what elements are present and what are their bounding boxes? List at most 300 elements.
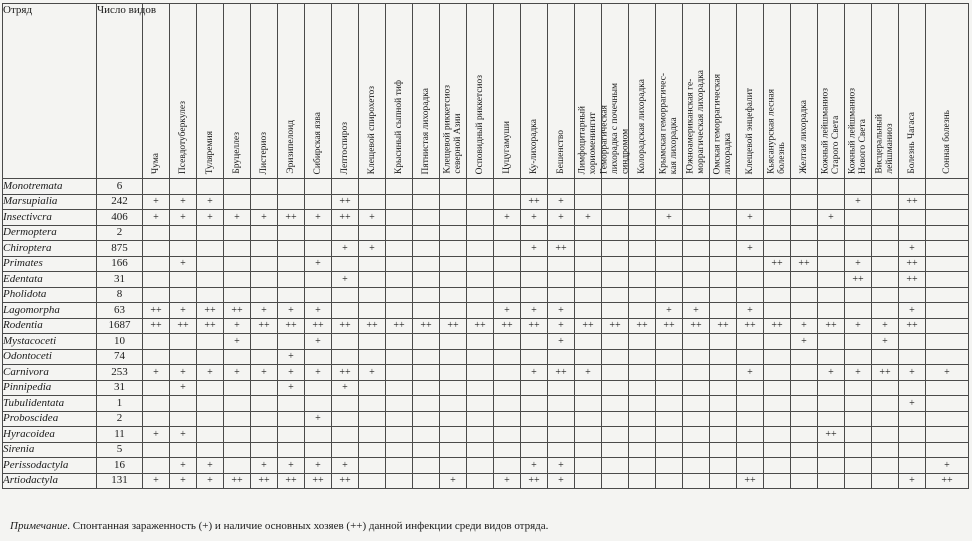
infection-mark-cell <box>764 225 791 241</box>
infection-mark-cell <box>440 287 467 303</box>
infection-mark-cell: ++ <box>872 365 899 381</box>
infection-mark-cell <box>764 365 791 381</box>
infection-mark-cell: + <box>197 210 224 226</box>
species-count-cell: 11 <box>97 427 143 443</box>
infection-mark-cell: + <box>926 365 969 381</box>
infection-mark-cell: + <box>818 210 845 226</box>
infection-mark-cell <box>332 396 359 412</box>
infection-mark-cell: + <box>845 365 872 381</box>
infection-mark-cell <box>575 241 602 257</box>
infection-mark-cell <box>413 194 440 210</box>
infection-mark-cell <box>521 349 548 365</box>
column-header-disease <box>656 4 683 179</box>
infection-mark-cell: ++ <box>278 473 305 489</box>
infection-mark-cell: ++ <box>845 272 872 288</box>
infection-mark-cell: + <box>845 318 872 334</box>
infection-mark-cell: ++ <box>656 318 683 334</box>
infection-mark-cell: + <box>521 458 548 474</box>
species-count-cell: 16 <box>97 458 143 474</box>
infection-mark-cell <box>737 256 764 272</box>
infection-mark-cell <box>467 458 494 474</box>
infection-mark-cell: ++ <box>143 303 170 319</box>
infection-mark-cell <box>143 287 170 303</box>
infection-mark-cell <box>143 272 170 288</box>
infection-mark-cell <box>683 225 710 241</box>
infection-mark-cell <box>764 411 791 427</box>
infection-mark-cell <box>413 411 440 427</box>
infection-mark-cell <box>251 380 278 396</box>
infection-mark-cell: + <box>818 365 845 381</box>
infection-mark-cell <box>872 427 899 443</box>
infection-mark-cell <box>332 225 359 241</box>
column-header-disease <box>575 4 602 179</box>
infection-mark-cell: + <box>737 303 764 319</box>
table-row <box>3 210 969 226</box>
infection-mark-cell <box>413 365 440 381</box>
infection-mark-cell <box>386 303 413 319</box>
infection-mark-cell <box>386 179 413 195</box>
infection-mark-cell <box>251 411 278 427</box>
infection-mark-cell <box>656 287 683 303</box>
infection-mark-cell <box>467 241 494 257</box>
infection-mark-cell <box>899 225 926 241</box>
infection-mark-cell: ++ <box>278 210 305 226</box>
species-count-cell: 406 <box>97 210 143 226</box>
infection-mark-cell <box>926 225 969 241</box>
infection-mark-cell <box>197 256 224 272</box>
infection-mark-cell <box>521 442 548 458</box>
disease-name: Бруцеллез <box>231 132 242 174</box>
order-name-cell: Sirenia <box>3 442 97 458</box>
infection-mark-cell <box>467 380 494 396</box>
table-row <box>3 318 969 334</box>
infection-mark-cell <box>224 411 251 427</box>
infection-mark-cell <box>710 380 737 396</box>
infection-mark-cell <box>791 442 818 458</box>
infection-mark-cell <box>656 272 683 288</box>
order-name-cell: Tubulidentata <box>3 396 97 412</box>
order-name-cell: Artiodactyla <box>3 473 97 489</box>
infection-mark-cell <box>197 380 224 396</box>
infection-mark-cell <box>926 179 969 195</box>
infection-mark-cell <box>818 334 845 350</box>
infection-mark-cell: + <box>899 241 926 257</box>
infection-mark-cell <box>629 194 656 210</box>
infection-mark-cell <box>197 396 224 412</box>
column-header-disease <box>926 4 969 179</box>
infection-mark-cell <box>143 179 170 195</box>
infection-mark-cell <box>899 427 926 443</box>
infection-mark-cell <box>467 256 494 272</box>
infection-mark-cell <box>197 179 224 195</box>
infection-mark-cell <box>494 272 521 288</box>
infection-mark-cell: + <box>170 365 197 381</box>
infection-mark-cell: ++ <box>143 318 170 334</box>
infection-mark-cell <box>386 241 413 257</box>
infection-mark-cell <box>251 241 278 257</box>
infection-mark-cell <box>197 241 224 257</box>
infection-mark-cell <box>683 287 710 303</box>
infection-mark-cell: + <box>278 349 305 365</box>
table-row <box>3 272 969 288</box>
infection-mark-cell <box>170 396 197 412</box>
infection-mark-cell <box>629 287 656 303</box>
infection-mark-cell <box>332 287 359 303</box>
infection-mark-cell: ++ <box>926 473 969 489</box>
infection-mark-cell <box>710 442 737 458</box>
infection-mark-cell: + <box>278 380 305 396</box>
infection-mark-cell <box>629 442 656 458</box>
infection-mark-cell <box>170 179 197 195</box>
infection-mark-cell <box>278 287 305 303</box>
infection-mark-cell: + <box>791 318 818 334</box>
infection-mark-cell <box>818 396 845 412</box>
column-header-species-count: Число видов <box>97 4 143 179</box>
infection-mark-cell <box>143 334 170 350</box>
disease-name: Крымская геморрагичес- кая лихорадка <box>658 72 679 174</box>
species-count-cell: 10 <box>97 334 143 350</box>
infection-mark-cell: + <box>332 380 359 396</box>
infection-mark-cell <box>548 256 575 272</box>
infection-mark-cell <box>278 179 305 195</box>
infection-mark-cell <box>413 272 440 288</box>
disease-name: Сонная болезнь <box>941 110 952 174</box>
infection-mark-cell <box>548 427 575 443</box>
infection-mark-cell <box>872 272 899 288</box>
infection-mark-cell <box>548 225 575 241</box>
column-header-disease <box>737 4 764 179</box>
infection-mark-cell <box>278 411 305 427</box>
infection-mark-cell <box>818 241 845 257</box>
table-row <box>3 303 969 319</box>
infection-mark-cell <box>494 194 521 210</box>
infection-mark-cell <box>737 427 764 443</box>
column-header-disease <box>251 4 278 179</box>
infection-mark-cell <box>629 365 656 381</box>
infection-mark-cell <box>872 458 899 474</box>
disease-name: Пятнистая лихорадка <box>420 87 431 174</box>
table-row <box>3 365 969 381</box>
infection-mark-cell <box>305 225 332 241</box>
infection-mark-cell <box>764 241 791 257</box>
infection-mark-cell <box>629 349 656 365</box>
infection-mark-cell <box>683 256 710 272</box>
infection-mark-cell: + <box>521 210 548 226</box>
infection-mark-cell <box>872 287 899 303</box>
order-name-cell: Rodentia <box>3 318 97 334</box>
infection-mark-cell <box>602 241 629 257</box>
column-header-disease <box>494 4 521 179</box>
infection-mark-cell <box>629 241 656 257</box>
table-row <box>3 458 969 474</box>
infection-mark-cell: ++ <box>521 473 548 489</box>
order-name-cell: Edentata <box>3 272 97 288</box>
infection-mark-cell: + <box>548 458 575 474</box>
infection-mark-cell: ++ <box>791 256 818 272</box>
infection-mark-cell <box>710 365 737 381</box>
infection-mark-cell <box>683 442 710 458</box>
infection-mark-cell: + <box>224 334 251 350</box>
infection-mark-cell <box>386 442 413 458</box>
infection-mark-cell <box>629 458 656 474</box>
infection-mark-cell <box>818 303 845 319</box>
infection-mark-cell <box>278 427 305 443</box>
infection-mark-cell <box>845 241 872 257</box>
infection-mark-cell: + <box>305 303 332 319</box>
infection-mark-cell <box>305 287 332 303</box>
infection-mark-cell <box>710 334 737 350</box>
infection-mark-cell: + <box>197 473 224 489</box>
species-count-cell: 8 <box>97 287 143 303</box>
infection-mark-cell <box>413 256 440 272</box>
species-count-cell: 253 <box>97 365 143 381</box>
infection-mark-cell <box>170 225 197 241</box>
infection-mark-cell <box>521 179 548 195</box>
infection-mark-cell <box>359 256 386 272</box>
disease-name: Кьясанурская лесная болезнь <box>766 89 787 174</box>
infection-mark-cell <box>386 272 413 288</box>
infection-mark-cell <box>305 179 332 195</box>
infection-mark-cell: + <box>494 210 521 226</box>
infection-mark-cell: ++ <box>764 318 791 334</box>
infection-mark-cell <box>791 303 818 319</box>
table-row <box>3 241 969 257</box>
infection-mark-cell <box>575 287 602 303</box>
infection-mark-cell <box>818 256 845 272</box>
infection-mark-cell: + <box>170 256 197 272</box>
infection-mark-cell: + <box>548 210 575 226</box>
infection-mark-cell <box>656 241 683 257</box>
host-infection-table <box>2 3 969 489</box>
infection-mark-cell <box>818 473 845 489</box>
infection-mark-cell <box>575 442 602 458</box>
infection-mark-cell: + <box>872 334 899 350</box>
infection-mark-cell <box>278 396 305 412</box>
infection-mark-cell <box>656 225 683 241</box>
infection-mark-cell <box>224 349 251 365</box>
column-header-disease <box>332 4 359 179</box>
infection-mark-cell <box>359 380 386 396</box>
infection-mark-cell <box>251 179 278 195</box>
order-name-cell: Pholidota <box>3 287 97 303</box>
infection-mark-cell <box>926 396 969 412</box>
infection-mark-cell <box>413 380 440 396</box>
infection-mark-cell <box>575 411 602 427</box>
infection-mark-cell <box>251 225 278 241</box>
species-count-cell: 2 <box>97 411 143 427</box>
infection-mark-cell <box>926 442 969 458</box>
disease-name: Желтая лихорадка <box>798 100 809 174</box>
infection-mark-cell <box>494 179 521 195</box>
infection-mark-cell <box>440 396 467 412</box>
species-count-cell: 166 <box>97 256 143 272</box>
infection-mark-cell <box>656 334 683 350</box>
infection-mark-cell <box>224 272 251 288</box>
infection-mark-cell: + <box>143 365 170 381</box>
footnote-text: . Спонтанная зараженность (+) и наличие основных хозяев (++) данной инфекции среди видов отряда. <box>67 520 549 532</box>
infection-mark-cell <box>305 349 332 365</box>
infection-mark-cell <box>737 334 764 350</box>
infection-mark-cell <box>548 287 575 303</box>
disease-name: Висцеральный лейшманиоз <box>874 114 895 174</box>
infection-mark-cell <box>386 287 413 303</box>
infection-mark-cell <box>764 458 791 474</box>
infection-mark-cell <box>629 272 656 288</box>
infection-mark-cell: + <box>845 194 872 210</box>
infection-mark-cell <box>494 396 521 412</box>
infection-mark-cell <box>305 427 332 443</box>
infection-mark-cell <box>737 179 764 195</box>
table-row <box>3 225 969 241</box>
infection-mark-cell <box>224 256 251 272</box>
infection-mark-cell <box>440 334 467 350</box>
infection-mark-cell <box>413 179 440 195</box>
infection-mark-cell <box>278 225 305 241</box>
infection-mark-cell <box>899 334 926 350</box>
infection-mark-cell <box>845 179 872 195</box>
infection-mark-cell: ++ <box>197 303 224 319</box>
column-header-disease <box>629 4 656 179</box>
infection-mark-cell <box>440 241 467 257</box>
infection-mark-cell <box>278 256 305 272</box>
infection-mark-cell <box>467 210 494 226</box>
infection-mark-cell <box>224 194 251 210</box>
infection-mark-cell <box>818 225 845 241</box>
infection-mark-cell <box>332 303 359 319</box>
infection-mark-cell: ++ <box>305 318 332 334</box>
infection-mark-cell <box>872 473 899 489</box>
infection-mark-cell: + <box>872 318 899 334</box>
infection-mark-cell <box>899 380 926 396</box>
column-header-disease <box>710 4 737 179</box>
infection-mark-cell <box>359 349 386 365</box>
column-header-order: Отряд <box>3 4 97 179</box>
infection-mark-cell <box>467 473 494 489</box>
infection-mark-cell <box>791 427 818 443</box>
infection-mark-cell: + <box>197 365 224 381</box>
infection-mark-cell: + <box>332 241 359 257</box>
infection-mark-cell: ++ <box>683 318 710 334</box>
infection-mark-cell <box>602 380 629 396</box>
infection-mark-cell <box>575 272 602 288</box>
infection-mark-cell <box>683 427 710 443</box>
infection-mark-cell <box>845 349 872 365</box>
infection-mark-cell <box>872 380 899 396</box>
table-row <box>3 427 969 443</box>
species-count-cell: 1 <box>97 396 143 412</box>
disease-name: Бешенство <box>555 130 566 174</box>
infection-mark-cell <box>170 272 197 288</box>
column-header-disease <box>305 4 332 179</box>
disease-name: Кожный лейшманиоз Нового Света <box>847 87 868 174</box>
column-header-disease <box>548 4 575 179</box>
column-header-disease <box>467 4 494 179</box>
disease-name: Чума <box>150 153 161 174</box>
infection-mark-cell: ++ <box>899 272 926 288</box>
infection-mark-cell <box>359 396 386 412</box>
infection-mark-cell <box>602 225 629 241</box>
infection-mark-cell: + <box>548 473 575 489</box>
order-name-cell: Dermoptera <box>3 225 97 241</box>
column-header-disease <box>143 4 170 179</box>
infection-mark-cell <box>656 194 683 210</box>
order-name-cell: Monotremata <box>3 179 97 195</box>
infection-mark-cell <box>710 256 737 272</box>
infection-mark-cell: ++ <box>332 473 359 489</box>
table-footnote <box>10 520 548 532</box>
infection-mark-cell <box>818 380 845 396</box>
infection-mark-cell <box>278 241 305 257</box>
infection-mark-cell <box>710 427 737 443</box>
infection-mark-cell: + <box>683 303 710 319</box>
infection-mark-cell <box>737 194 764 210</box>
infection-mark-cell <box>143 241 170 257</box>
infection-mark-cell <box>710 287 737 303</box>
infection-mark-cell <box>386 349 413 365</box>
infection-mark-cell: ++ <box>737 318 764 334</box>
infection-mark-cell <box>467 272 494 288</box>
infection-mark-cell <box>332 442 359 458</box>
infection-mark-cell <box>602 272 629 288</box>
infection-mark-cell <box>197 287 224 303</box>
infection-mark-cell <box>305 396 332 412</box>
species-count-cell: 2 <box>97 225 143 241</box>
infection-mark-cell: + <box>575 210 602 226</box>
infection-mark-cell <box>872 256 899 272</box>
species-count-cell: 31 <box>97 272 143 288</box>
infection-mark-cell: ++ <box>278 318 305 334</box>
infection-mark-cell: ++ <box>899 256 926 272</box>
infection-mark-cell <box>548 411 575 427</box>
infection-mark-cell <box>872 349 899 365</box>
infection-mark-cell <box>332 349 359 365</box>
species-count-cell: 131 <box>97 473 143 489</box>
infection-mark-cell <box>926 427 969 443</box>
infection-mark-cell: ++ <box>197 318 224 334</box>
disease-name: Лептоспироз <box>339 121 350 174</box>
infection-mark-cell <box>440 458 467 474</box>
infection-mark-cell <box>521 287 548 303</box>
infection-mark-cell <box>764 272 791 288</box>
infection-mark-cell <box>278 272 305 288</box>
table-row <box>3 442 969 458</box>
infection-mark-cell: + <box>548 194 575 210</box>
infection-mark-cell <box>278 442 305 458</box>
infection-mark-cell <box>575 380 602 396</box>
order-name-cell: Mystacoceti <box>3 334 97 350</box>
infection-mark-cell <box>710 458 737 474</box>
order-name-cell: Primates <box>3 256 97 272</box>
order-name-cell: Carnivora <box>3 365 97 381</box>
column-header-disease <box>278 4 305 179</box>
infection-mark-cell <box>521 380 548 396</box>
disease-name: Крысиный сыпной тиф <box>393 79 404 174</box>
infection-mark-cell <box>575 256 602 272</box>
infection-mark-cell <box>629 427 656 443</box>
disease-name: Геморрагическая лихорадка с почечным синдромом <box>599 82 631 174</box>
infection-mark-cell: ++ <box>224 473 251 489</box>
column-header-disease <box>899 4 926 179</box>
order-name-cell: Lagomorpha <box>3 303 97 319</box>
infection-mark-cell: + <box>899 396 926 412</box>
infection-mark-cell: + <box>548 303 575 319</box>
species-count-cell: 63 <box>97 303 143 319</box>
infection-mark-cell <box>602 427 629 443</box>
infection-mark-cell <box>764 442 791 458</box>
infection-mark-cell: + <box>332 458 359 474</box>
infection-mark-cell <box>683 365 710 381</box>
infection-mark-cell: + <box>305 458 332 474</box>
